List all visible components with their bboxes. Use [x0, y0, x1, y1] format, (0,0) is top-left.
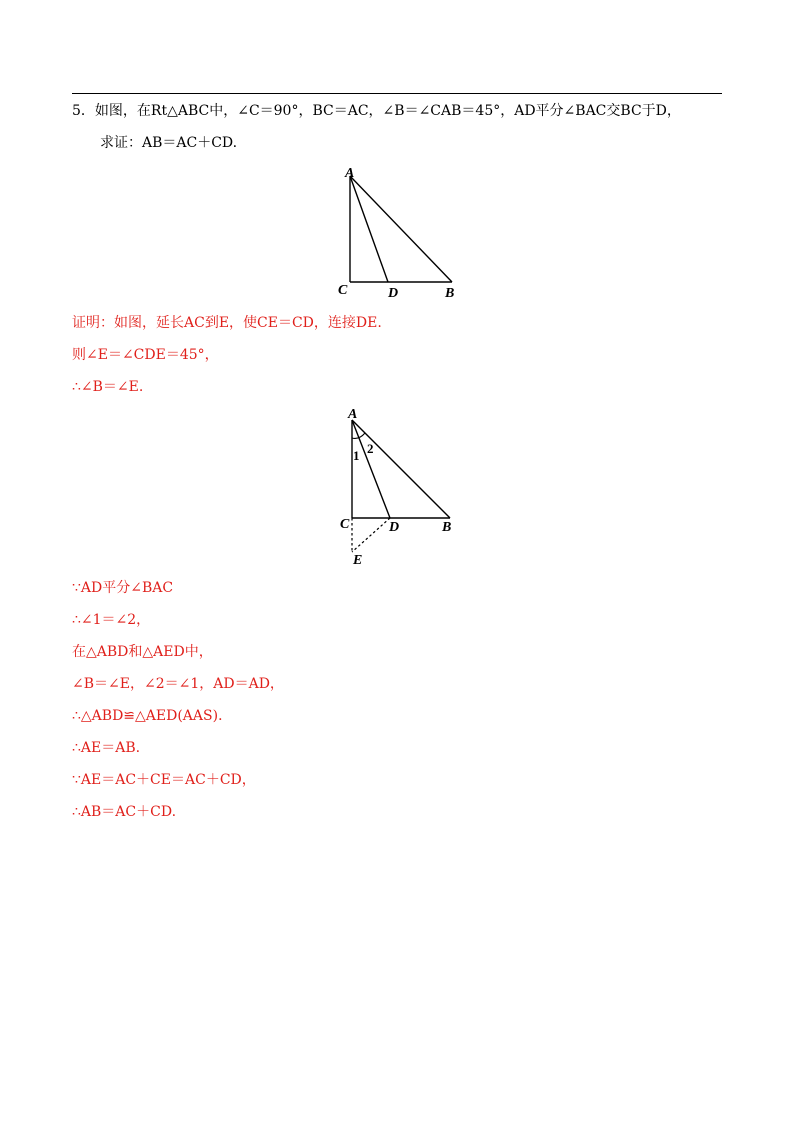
label-B: B — [445, 286, 455, 301]
label-D: D — [388, 286, 399, 301]
proof-line-10: ∵AE＝AC＋CE＝AC＋CD， — [72, 772, 256, 788]
proof-line-8: ∴△ABD≌△AED(AAS)． — [72, 708, 233, 724]
figure-1-triangle — [330, 160, 470, 305]
label-E: E — [353, 553, 363, 568]
proof-line-6: 在△ABD和△AED中， — [72, 644, 213, 660]
problem-statement: 5．如图，在Rt△ABC中，∠C＝90°，BC＝AC，∠B＝∠CAB＝45°，AD平分∠BAC交BC于D， — [72, 103, 681, 119]
proof-line-3: ∴∠B＝∠E. — [72, 379, 144, 395]
label-angle-2: 2 — [367, 441, 374, 456]
proof-line-2: 则∠E＝∠CDE＝45°， — [72, 347, 219, 363]
problem-prove: 求证：AB＝AC＋CD. — [100, 135, 238, 151]
segment-AB — [350, 176, 452, 282]
figure-2-triangle — [330, 400, 470, 572]
segment-AD — [350, 176, 388, 282]
label-D: D — [389, 520, 400, 535]
proof-line-1: 证明：如图，延长AC到E，使CE＝CD，连接DE. — [72, 315, 382, 331]
proof-line-11: ∴AB＝AC＋CD. — [72, 804, 177, 820]
label-A: A — [345, 166, 355, 181]
proof-line-4: ∵AD平分∠BAC — [72, 580, 174, 596]
label-A: A — [348, 407, 358, 422]
proof-line-9: ∴AE＝AB. — [72, 740, 141, 756]
label-angle-1: 1 — [353, 448, 360, 463]
proof-line-5: ∴∠1＝∠2， — [72, 612, 151, 628]
segment-AD — [352, 420, 390, 518]
segment-DE — [352, 518, 390, 552]
proof-line-7: ∠B＝∠E，∠2＝∠1，AD＝AD， — [72, 676, 284, 692]
label-B: B — [442, 520, 452, 535]
label-C: C — [340, 517, 350, 532]
top-rule — [72, 93, 722, 94]
label-C: C — [338, 283, 348, 298]
segment-AB — [352, 420, 450, 518]
